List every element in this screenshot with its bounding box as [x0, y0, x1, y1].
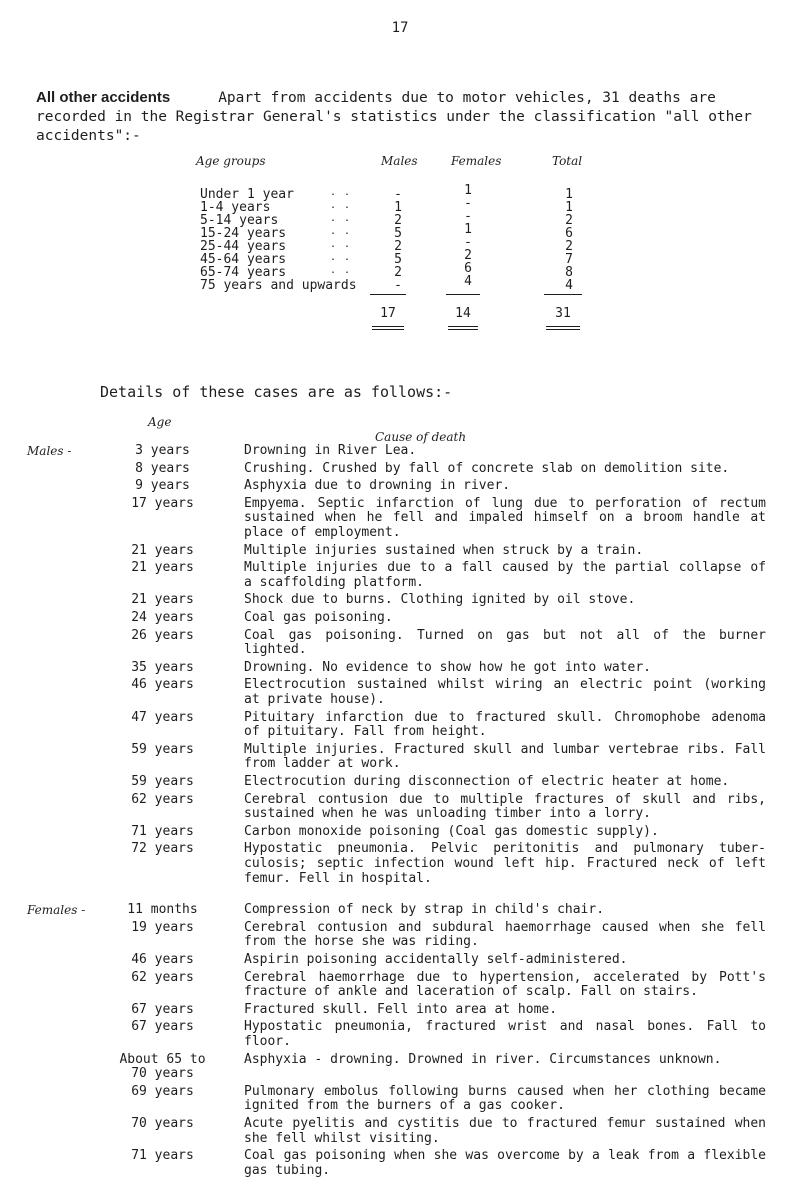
- age-group-label: 15-24 years: [200, 226, 287, 241]
- case-age: 21 years: [131, 542, 194, 558]
- age-group-label: 65-74 years: [200, 265, 287, 280]
- sex-group-label: Females -: [27, 903, 86, 918]
- case-age: 67 years: [131, 1001, 194, 1017]
- age-group-label: 25-44 years: [200, 239, 287, 254]
- case-cause: Cerebral contusion due to multiple fractures of skull and ribs, sustained when he was unloading timber into a lorry.: [244, 791, 766, 822]
- cell-total: 2: [565, 213, 573, 228]
- case-age: 62 years: [131, 791, 194, 807]
- case-age: 71 years: [131, 1148, 194, 1164]
- cell-females: -: [464, 196, 472, 211]
- case-cause: Coal gas poisoning. Turned on gas but not all of the burner lighted.: [244, 627, 766, 658]
- cell-males: 5: [394, 252, 402, 267]
- details-cause-header: Cause of death: [375, 430, 467, 444]
- case-cause: Hypostatic pneumonia, fractured wrist and nasal bones. Fall to floor.: [244, 1019, 766, 1049]
- case-age: 62 years: [131, 969, 194, 985]
- double-rule: [546, 326, 580, 327]
- age-group-label: 1-4 years: [200, 200, 271, 215]
- age-group-label: Under 1 year: [200, 187, 294, 202]
- cell-total: 1: [565, 200, 573, 215]
- leader-dots: . .: [330, 265, 352, 276]
- cell-total: 2: [565, 239, 573, 254]
- double-rule: [448, 326, 478, 327]
- cell-total: 4: [565, 278, 573, 293]
- cell-females: 1: [464, 222, 472, 237]
- case-age: 70 years: [131, 1116, 194, 1131]
- case-cause: Drowning. No evidence to show how he got into water.: [244, 659, 651, 675]
- cell-males: 1: [394, 200, 402, 215]
- cell-males: 2: [394, 265, 402, 280]
- case-age: 8 years: [135, 460, 190, 476]
- cell-females: -: [464, 209, 472, 224]
- age-group-label: 5-14 years: [200, 213, 279, 228]
- double-rule: [372, 329, 404, 330]
- cell-females: 2: [464, 248, 472, 263]
- cell-females: 6: [464, 261, 472, 276]
- case-cause: Fractured skull. Fell into area at home.: [244, 1001, 558, 1017]
- cell-males: 2: [394, 239, 402, 254]
- total-females: 14: [455, 306, 471, 321]
- table-row: [0, 274, 800, 293]
- case-age: 69 years: [131, 1083, 194, 1099]
- leader-dots: . .: [330, 187, 352, 198]
- double-rule: [546, 329, 580, 330]
- case-cause: Electrocution sustained whilst wiring an electric point (working at private house).: [244, 677, 766, 707]
- total-males: 17: [380, 306, 396, 321]
- sum-rule: [370, 294, 406, 295]
- header-females: Females: [451, 154, 502, 168]
- case-age: 21 years: [131, 560, 194, 576]
- case-cause: Asphyxia due to drowning in river.: [244, 478, 511, 494]
- double-rule: [448, 329, 478, 330]
- table-row: [0, 196, 800, 215]
- header-age-groups: Age groups: [196, 154, 266, 168]
- case-age: 46 years: [131, 677, 194, 693]
- case-age: About 65 to 70 years: [119, 1051, 206, 1082]
- case-cause: Multiple injuries. Fractured skull and lumbar vertebrae ribs. Fall from ladder at work.: [244, 741, 766, 772]
- sum-rule: [544, 294, 582, 295]
- leader-dots: . .: [330, 252, 352, 263]
- case-cause: Aspirin poisoning accidentally self-administered.: [244, 952, 628, 967]
- leader-dots: . .: [330, 226, 352, 237]
- table-row: [0, 222, 800, 241]
- header-males: Males: [381, 154, 418, 168]
- case-age: 21 years: [131, 592, 194, 608]
- case-cause: Crushing. Crushed by fall of concrete slab on demolition site.: [244, 460, 730, 476]
- table-row: [0, 261, 800, 280]
- case-age: 26 years: [131, 627, 194, 643]
- case-age: 46 years: [131, 952, 194, 967]
- sum-rule: [446, 294, 480, 295]
- case-cause: Drowning in River Lea.: [244, 443, 417, 458]
- age-group-label: 45-64 years: [200, 252, 287, 267]
- case-cause: Pituitary infarction due to fractured skull. Chromophobe adenoma of pituitary. Fall from height.: [244, 709, 766, 740]
- case-cause: Shock due to burns. Clothing ignited by oil stove.: [244, 592, 636, 608]
- case-age: 11 months: [127, 902, 198, 918]
- case-cause: Acute pyelitis and cystitis due to fractured femur sustained when she fell whilst visiting.: [244, 1116, 766, 1146]
- case-cause: Cerebral haemorrhage due to hypertension, accelerated by Pott's fracture of ankle and laceration of scalp. Fall on stairs.: [244, 969, 766, 1000]
- case-cause: Asphyxia - drowning. Drowned in river. Circumstances unknown.: [244, 1051, 722, 1067]
- cell-males: -: [394, 278, 402, 293]
- case-age: 59 years: [131, 774, 194, 789]
- cell-females: 1: [464, 183, 472, 198]
- case-age: 3 years: [135, 443, 190, 458]
- case-cause: Compression of neck by strap in child's chair.: [244, 902, 605, 918]
- case-cause: Electrocution during disconnection of electric heater at home.: [244, 774, 730, 789]
- case-age: 17 years: [131, 495, 194, 511]
- cell-total: 1: [565, 187, 573, 202]
- cell-males: -: [394, 187, 402, 202]
- case-cause: Coal gas poisoning when she was overcome by a leak from a flexible gas tubing.: [244, 1148, 766, 1178]
- case-age: 35 years: [131, 659, 194, 675]
- cell-total: 8: [565, 265, 573, 280]
- table-row: [0, 235, 800, 254]
- header-total: Total: [552, 154, 583, 168]
- case-cause: Coal gas poisoning.: [244, 610, 393, 625]
- leader-dots: . .: [330, 213, 352, 224]
- intro-paragraph: [36, 88, 756, 146]
- case-age: 71 years: [131, 823, 194, 839]
- section-heading: All other accidents: [36, 89, 171, 106]
- double-rule: [372, 326, 404, 327]
- case-cause: Multiple injuries due to a fall caused by the partial collapse of a scaffolding platform.: [244, 560, 766, 590]
- case-age: 59 years: [131, 741, 194, 757]
- leader-dots: . .: [330, 239, 352, 250]
- cell-males: 5: [394, 226, 402, 241]
- cell-females: -: [464, 235, 472, 250]
- cell-total: 7: [565, 252, 573, 267]
- case-cause: Multiple injuries sustained when struck by a train.: [244, 542, 644, 558]
- case-age: 19 years: [131, 919, 194, 935]
- case-age: 72 years: [131, 841, 194, 857]
- case-age: 9 years: [135, 478, 190, 494]
- case-cause: Pulmonary embolus following burns caused when her clothing became ignited from the burners of a gas cooker.: [244, 1083, 766, 1114]
- case-age: 47 years: [131, 709, 194, 725]
- case-age: 24 years: [131, 610, 194, 625]
- case-cause: Carbon monoxide poisoning (Coal gas domestic supply).: [244, 823, 659, 839]
- case-age: 67 years: [131, 1019, 194, 1035]
- page-number: 17: [391, 20, 409, 36]
- cell-total: 6: [565, 226, 573, 241]
- table-row: [0, 209, 800, 228]
- cell-females: 4: [464, 274, 472, 289]
- case-cause: Cerebral contusion and subdural haemorrhage caused when she fell from the horse she was riding.: [244, 919, 766, 950]
- details-age-header: Age: [148, 415, 172, 429]
- cell-males: 2: [394, 213, 402, 228]
- details-title: Details of these cases are as follows:-: [100, 383, 453, 401]
- leader-dots: . .: [330, 200, 352, 211]
- intro-text: Apart from accidents due to motor vehicles, 31 deaths are recorded in the Registrar General's statistics under the classification "all other accidents":-: [36, 90, 752, 144]
- table-row: [0, 183, 800, 202]
- table-row: [0, 248, 800, 267]
- sex-group-label: Males -: [27, 444, 72, 458]
- case-cause: Hypostatic pneumonia. Pelvic peritonitis and pulmonary tuber-culosis; septic infection wound left hip. Fractured neck of left femur. Fell in hospital.: [244, 841, 766, 886]
- total-total: 31: [555, 306, 571, 321]
- age-group-label: 75 years and upwards: [200, 278, 357, 293]
- case-cause: Empyema. Septic infarction of lung due to perforation of rectum sustained when he fell and impaled himself on a broom handle at place of employment.: [244, 495, 766, 540]
